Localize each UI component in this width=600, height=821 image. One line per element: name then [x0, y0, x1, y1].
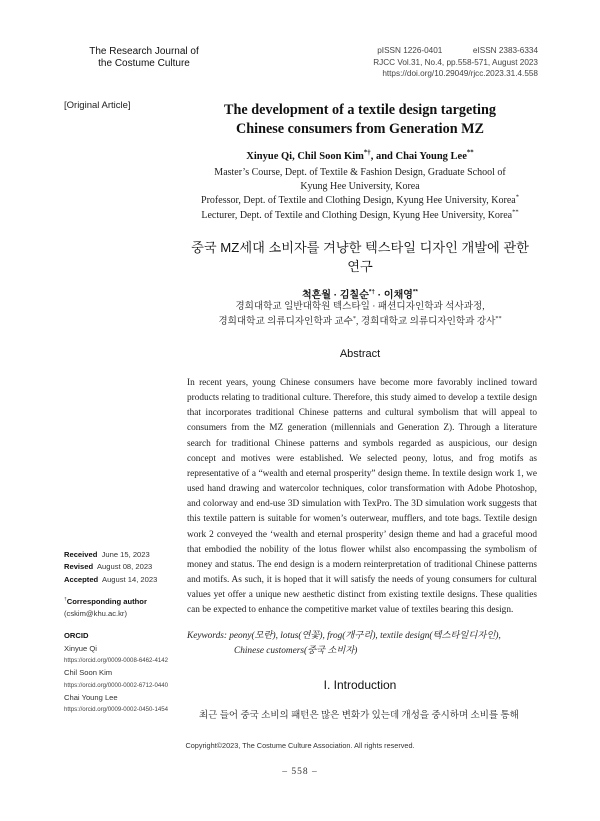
eissn: eISSN 2383-6334	[472, 46, 538, 55]
revised-date: August 08, 2023	[96, 562, 153, 572]
received-date: June 15, 2023	[101, 550, 150, 559]
article-type-label: [Original Article]	[64, 100, 131, 111]
author-names-2: , and Chai Young Lee	[370, 151, 467, 162]
paper-title	[180, 101, 540, 139]
article-sidebar	[64, 549, 179, 717]
accepted-label: Accepted	[64, 574, 99, 584]
korean-authors-b-sup: **	[412, 288, 418, 296]
corresponding-sup: †	[64, 597, 67, 603]
affiliation-line: Master’s Course, Dept. of Textile & Fashion Design, Graduate School of	[214, 167, 506, 178]
korean-affiliation-line: 경희대학교 일반대학원 텍스타일 · 패션디자인학과 석사과정,	[235, 301, 485, 312]
author-names-1: Xinyue Qi, Chil Soon Kim	[246, 151, 364, 162]
corresponding-author-row	[64, 596, 179, 608]
korean-author-list	[180, 286, 540, 301]
corresponding-email[interactable]: (cskim@khu.ac.kr)	[64, 609, 127, 619]
journal-metadata	[298, 45, 538, 80]
affiliations	[180, 166, 540, 223]
affiliation-line	[180, 209, 540, 223]
journal-name-line1: The Research Journal of	[89, 46, 199, 57]
korean-title-line2: 연구	[347, 259, 373, 274]
received-row	[64, 549, 179, 561]
affiliation-line	[180, 194, 540, 208]
korean-affiliation-sup: **	[495, 314, 502, 322]
paper-title-line2: Chinese consumers from Generation MZ	[236, 121, 484, 137]
journal-name-line2: the Costume Culture	[98, 58, 190, 69]
doi-link[interactable]: https://doi.org/10.29049/rjcc.2023.31.4.558	[382, 69, 538, 78]
affiliation-sup: *	[515, 194, 519, 202]
orcid-author-name: Chai Young Lee	[64, 692, 118, 702]
affiliation-sup: **	[512, 208, 519, 216]
revised-row	[64, 561, 179, 573]
author-list	[180, 151, 540, 162]
korean-affiliation-text: 경희대학교 의류디자인학과 교수	[218, 315, 353, 327]
keywords-line1: Keywords: peony(모란), lotus(연꽃), frog(개구리), textile design(텍스타일디자인),	[187, 631, 501, 641]
corresponding-author-label: Corresponding author	[66, 596, 147, 606]
korean-affiliation-sup: *	[352, 314, 357, 322]
author-sup-2: **	[466, 149, 474, 157]
citation: RJCC Vol.31, No.4, pp.558-571, August 2023	[373, 57, 538, 67]
keywords	[187, 629, 537, 658]
orcid-author-name: Chil Soon Kim	[64, 668, 113, 678]
orcid-label-text: ORCID	[64, 631, 89, 641]
received-label: Received	[64, 550, 98, 559]
issn-row	[298, 45, 538, 57]
affiliation-text: Professor, Dept. of Textile and Clothing Design, Kyung Hee University, Korea	[201, 195, 516, 207]
korean-title	[180, 238, 540, 276]
korean-affiliation-text: , 경희대학교 의류디자인학과 강사	[356, 315, 496, 327]
korean-authors-a: 척흔월 · 김칠순	[302, 290, 369, 301]
pissn: pISSN 1226-0401	[377, 46, 443, 55]
korean-affiliation-line	[180, 315, 540, 330]
page-number: – 558 –	[282, 767, 318, 777]
accepted-date: August 14, 2023	[102, 574, 158, 584]
affiliation-text: Lecturer, Dept. of Textile and Clothing Design, Kyung Hee University, Korea	[201, 209, 513, 221]
author-sup-1: *†	[363, 149, 371, 157]
orcid-link[interactable]: https://orcid.org/0009-0002-0450-1454	[64, 706, 169, 714]
abstract-heading: Abstract	[339, 348, 381, 360]
korean-authors-b: · 이채영	[375, 290, 413, 301]
orcid-label	[64, 630, 179, 642]
keywords-line2: Chinese customers(중국 소비자)	[234, 645, 358, 656]
journal-name	[64, 46, 224, 70]
introduction-heading: I. Introduction	[323, 678, 397, 692]
orcid-author-name: Xinyue Qi	[64, 643, 97, 653]
abstract-body: In recent years, young Chinese consumers have become more favorably inclined toward products relating to traditional culture. Therefore, this study aimed to develop a textile design that incorporates traditional Chinese patterns and cultural symbolism that will appeal to consumers from the MZ generation (millennials and Generation Z). Through a literature search for traditional Chinese patterns and symbols regarded as auspicious, our design concept and motives were established. We selected peony, lotus, and frog motifs as representative of a “wealth and eternal prosperity” design theme. In textile design work 1, we used hand drawing and watercolor techniques, color transformation with Adobe Photoshop, and colorway and end-use 3D simulation with TexPro. The 3D simulation work suggests that this textile pattern is suitable for women’s outerwear, mufflers, and tote bags. Textile design work 2 conveyed the ‘wealth and eternal prosperity’ design theme and had a graceful mood that embodied the nobility of the lotus flower whilst also encompassing the symbolism of money and status. The end design is a modern reinterpretation of traditional Chinese patterns and motifs. As such, it is hoped that it will satisfy the needs of young consumers for cultural values yet offer a unique new aesthetic distinct from existing textile designs. These qualities can be expected to enhance the competitive market value of textiles bearing this design.	[187, 378, 537, 616]
accepted-row	[64, 574, 179, 586]
orcid-list	[64, 643, 179, 717]
introduction-first-line: 최근 들어 중국 소비의 패턴은 많은 변화가 있는데 개성을 중시하며 소비를 통해	[199, 711, 519, 721]
korean-affiliations	[180, 300, 540, 329]
korean-title-line1: 중국 MZ세대 소비자를 겨냥한 텍스타일 디자인 개발에 관한	[191, 240, 529, 255]
revised-label: Revised	[64, 562, 94, 572]
orcid-link[interactable]: https://orcid.org/0000-0002-6712-0440	[64, 681, 169, 689]
copyright-notice: Copyright©2023, The Costume Culture Association. All rights reserved.	[185, 741, 415, 750]
korean-authors-a-sup: *†	[368, 288, 376, 296]
paper-title-line1: The development of a textile design targeting	[224, 102, 496, 118]
orcid-link[interactable]: https://orcid.org/0009-0008-6462-4142	[64, 657, 169, 665]
affiliation-line: Kyung Hee University, Korea	[300, 181, 420, 193]
